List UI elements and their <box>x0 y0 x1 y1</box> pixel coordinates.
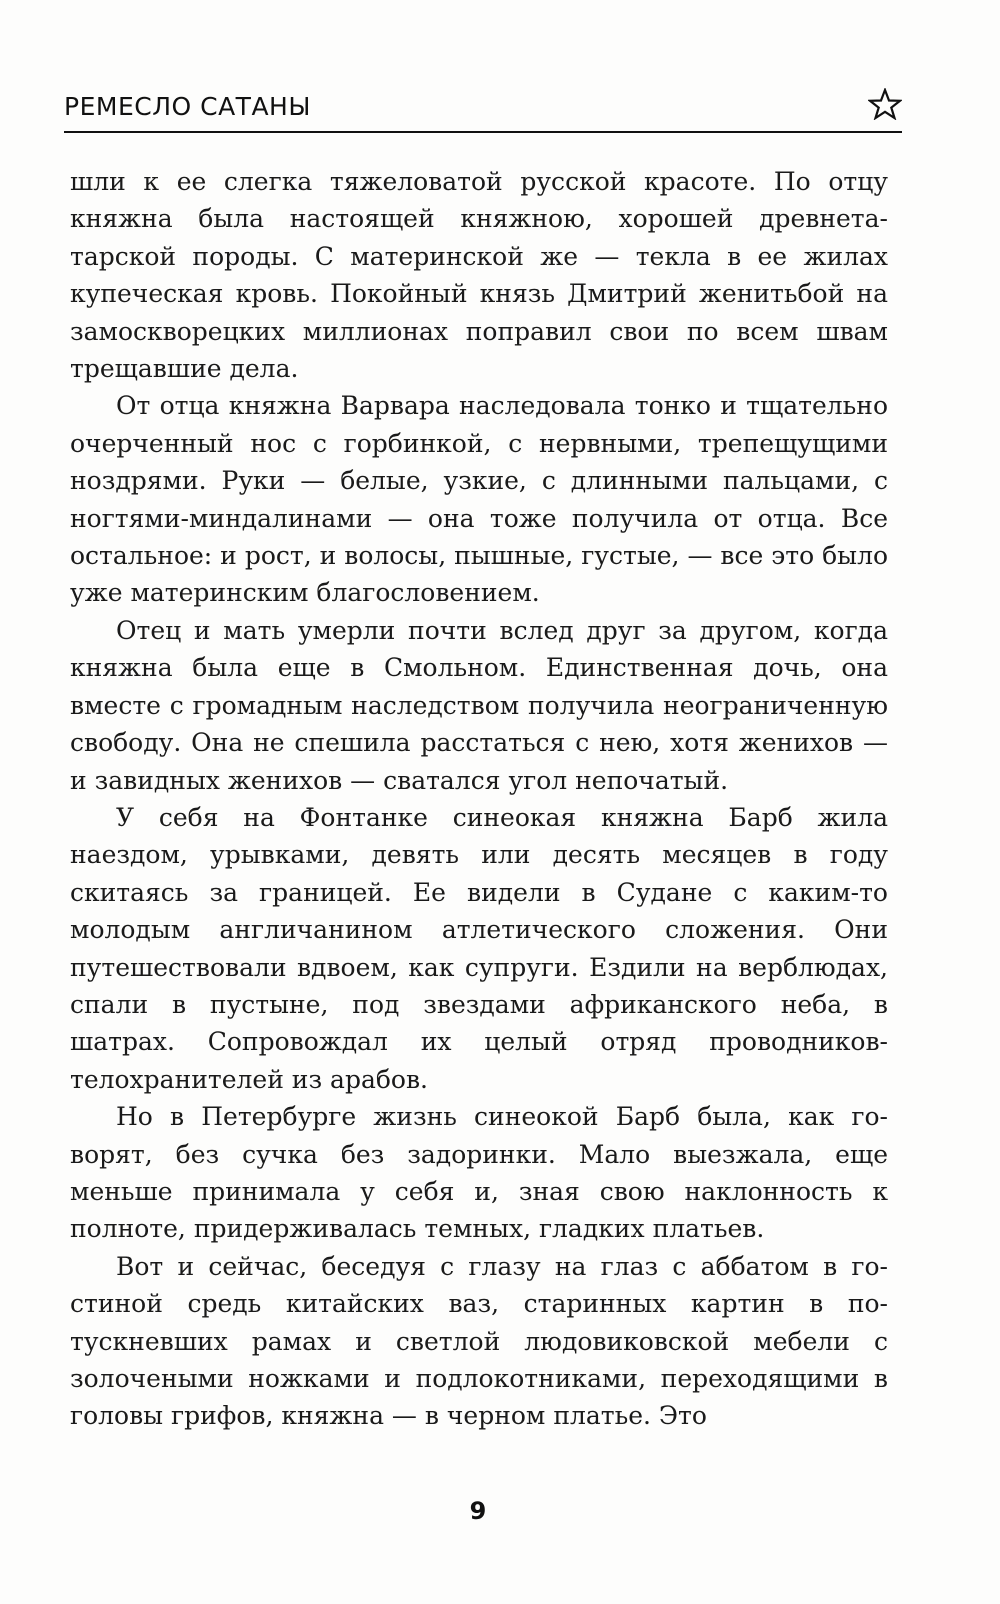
star-outline-icon <box>868 88 902 120</box>
paragraph: У себя на Фонтанке синеокая княжна Барб жила наездом, урывками, девять или десять месяцев в году скитаясь за границей. Ее видели в Судане с каким-то молодым англичанином атлетического сложения. Они путешествовали вдвоем, как супруги. Ездили на верблюдах, спали в пустыне, под звездами африканского неба, в шатрах. Сопровождал их целый отряд проводников-телохранителей из арабов. <box>70 802 888 1094</box>
paragraph: Отец и мать умерли почти вслед друг за другом, когда княжна была еще в Смольном. Единственная дочь, она вместе с громадным наследством получила неограниченную свободу. Она не спешила расстаться с нею, хотя женихов — и завидных женихов — сватался угол непочатый. <box>70 615 888 795</box>
paragraph: Но в Петербурге жизнь синеокой Барб была, как говорят, без сучка без задоринки. Мало выезжала, еще меньше принимала у себя и, зная свою наклонность к полноте, придерживалась темных, гладких платьев. <box>70 1102 888 1244</box>
paragraph: От отца княжна Варвара наследовала тонко и тщательно очерченный нос с горбинкой, с нервными, трепещущими ноздрями. Руки — белые, узкие, с длинными пальцами, с ногтями-миндалинами — она тоже получила от отца. Все остальное: и рост, и волосы, пышные, густые, — все это было уже материнским благословением. <box>70 391 888 608</box>
running-header <box>64 88 902 132</box>
paragraph: Вот и сейчас, беседуя с глазу на глаз с аббатом в гостиной средь китайских ваз, старинных картин в потускневших рамах и светлой людовиковской мебели с золочеными ножками и подлокотниками, переходящими в головы грифов, княжна — в черном платье. Это <box>70 1251 888 1431</box>
page-number: 9 <box>469 1497 487 1525</box>
running-title: РЕМЕСЛО САТАНЫ <box>64 92 311 121</box>
header-rule <box>64 131 902 133</box>
body-text <box>70 163 888 1435</box>
paragraph: шли к ее слегка тяжеловатой русской красоте. По отцу княжна была настоящей княжною, хорошей древнетатарской породы. С материнской же — текла в ее жилах купеческая кровь. Покойный князь Дмитрий женитьбой на замоскворецких миллионах поправил свои по всем швам трещавшие дела. <box>70 167 888 384</box>
